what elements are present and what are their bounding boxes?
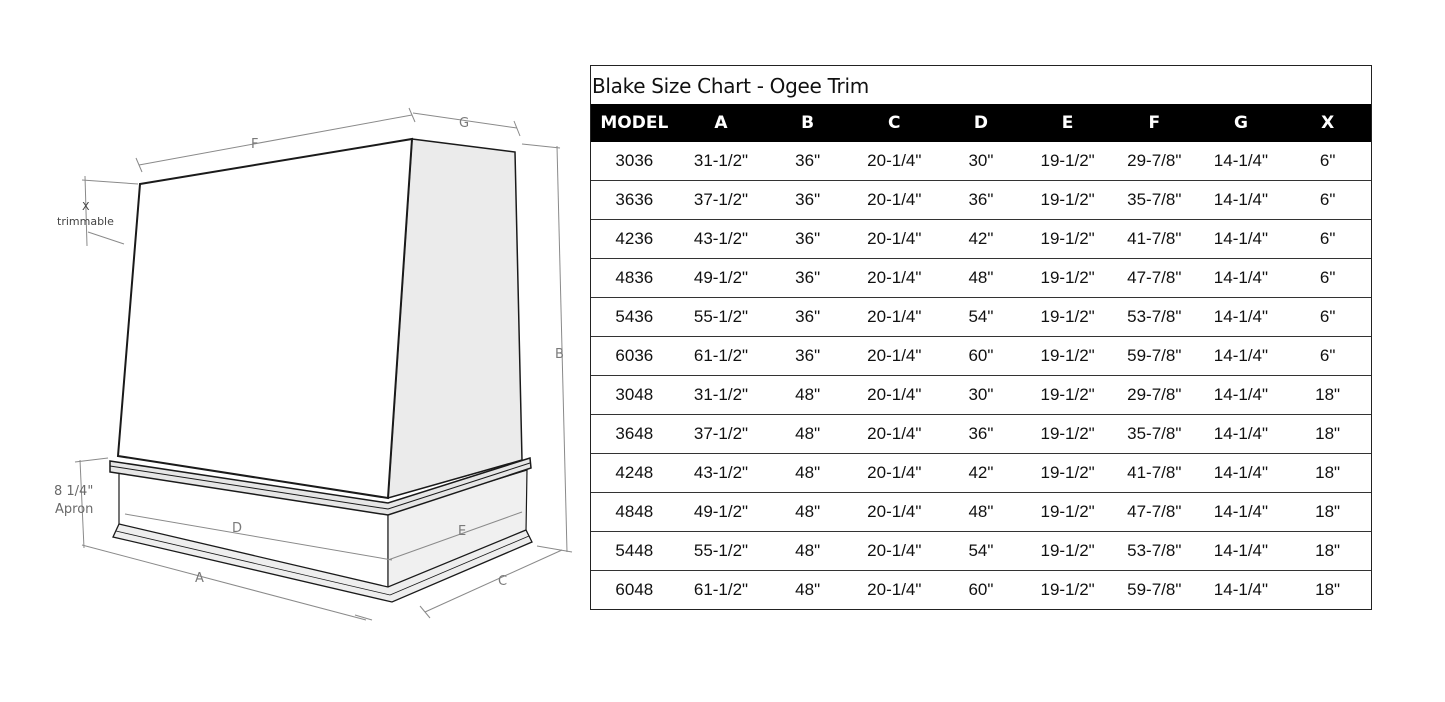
table-cell-d: 48"	[938, 259, 1025, 298]
table-cell-model: 3636	[591, 181, 678, 220]
table-cell-f: 35-7/8"	[1111, 415, 1198, 454]
table-row	[591, 181, 1371, 220]
table-cell-x: 18"	[1284, 532, 1371, 571]
table-cell-b: 48"	[764, 493, 851, 532]
table-cell-e: 19-1/2"	[1024, 493, 1111, 532]
column-header-b: B	[764, 104, 851, 142]
column-header-f: F	[1111, 104, 1198, 142]
table-cell-x: 6"	[1284, 298, 1371, 337]
table-cell-g: 14-1/4"	[1198, 454, 1285, 493]
table-cell-f: 47-7/8"	[1111, 493, 1198, 532]
table-cell-model: 6036	[591, 337, 678, 376]
table-cell-g: 14-1/4"	[1198, 337, 1285, 376]
table-cell-e: 19-1/2"	[1024, 532, 1111, 571]
table-cell-d: 60"	[938, 571, 1025, 610]
table-cell-model: 3048	[591, 376, 678, 415]
table-cell-x: 6"	[1284, 259, 1371, 298]
table-cell-c: 20-1/4"	[851, 181, 938, 220]
table-cell-g: 14-1/4"	[1198, 376, 1285, 415]
table-cell-model: 6048	[591, 571, 678, 610]
table-cell-x: 18"	[1284, 415, 1371, 454]
table-cell-f: 59-7/8"	[1111, 571, 1198, 610]
table-cell-x: 18"	[1284, 454, 1371, 493]
table-cell-e: 19-1/2"	[1024, 415, 1111, 454]
table-cell-a: 55-1/2"	[678, 532, 765, 571]
table-cell-e: 19-1/2"	[1024, 181, 1111, 220]
table-body	[591, 142, 1371, 609]
table-cell-c: 20-1/4"	[851, 220, 938, 259]
table-cell-g: 14-1/4"	[1213, 151, 1269, 170]
table-cell-c: 20-1/4"	[851, 415, 938, 454]
table-cell-f: 35-7/8"	[1111, 181, 1198, 220]
table-cell-b: 48"	[764, 376, 851, 415]
table-cell-f: 53-7/8"	[1111, 532, 1198, 571]
table-cell-a: 49-1/2"	[678, 259, 765, 298]
table-cell-model: 4248	[591, 454, 678, 493]
table-cell-f: 41-7/8"	[1111, 454, 1198, 493]
table-cell-e: 19-1/2"	[1024, 220, 1111, 259]
table-cell-d: 42"	[938, 454, 1025, 493]
table-cell-f: 41-7/8"	[1111, 220, 1198, 259]
table-row	[591, 376, 1371, 415]
table-cell-e: 19-1/2"	[1024, 454, 1111, 493]
table-cell-b: 36"	[764, 337, 851, 376]
table-cell-f: 47-7/8"	[1111, 259, 1198, 298]
table-cell-g: 14-1/4"	[1198, 532, 1285, 571]
table-cell-f: 59-7/8"	[1111, 337, 1198, 376]
table-cell-x: 6"	[1319, 151, 1336, 170]
table-row	[591, 220, 1371, 259]
table-cell-c: 20-1/4"	[851, 571, 938, 610]
table-cell-a: 31-1/2"	[678, 376, 765, 415]
table-cell-c: 20-1/4"	[851, 532, 938, 571]
table-cell-d: 36"	[938, 181, 1025, 220]
table-cell-g: 14-1/4"	[1198, 181, 1285, 220]
range-hood-diagram	[0, 0, 590, 702]
column-header-c: C	[851, 104, 938, 142]
size-chart	[590, 65, 1372, 610]
table-cell-a: 43-1/2"	[678, 454, 765, 493]
table-cell-g: 14-1/4"	[1198, 571, 1285, 610]
table-cell-model: 4836	[591, 259, 678, 298]
table-cell-x: 6"	[1284, 181, 1371, 220]
table-row	[591, 571, 1371, 610]
table-cell-a: 61-1/2"	[678, 337, 765, 376]
apron-height-label: 8 1/4"	[54, 484, 94, 499]
table-cell-e: 19-1/2"	[1024, 571, 1111, 610]
table-cell-x: 18"	[1284, 571, 1371, 610]
table-cell-e: 19-1/2"	[1024, 298, 1111, 337]
table-cell-x: 18"	[1284, 376, 1371, 415]
table-cell-a: 31-1/2"	[693, 151, 749, 170]
table-cell-a: 43-1/2"	[678, 220, 765, 259]
table-cell-x: 6"	[1284, 220, 1371, 259]
table-cell-b: 36"	[764, 181, 851, 220]
table-cell-d: 48"	[938, 493, 1025, 532]
column-header-e: E	[1024, 104, 1111, 142]
table-cell-f: 53-7/8"	[1111, 298, 1198, 337]
column-header-d: D	[938, 104, 1025, 142]
table-header-row	[591, 104, 1371, 142]
table-cell-model: 3036	[615, 151, 654, 170]
dim-label-x-trimmable: trimmable	[57, 215, 114, 228]
table-cell-e: 19-1/2"	[1024, 259, 1111, 298]
table-cell-b: 36"	[764, 220, 851, 259]
table-cell-g: 14-1/4"	[1198, 415, 1285, 454]
size-table	[591, 104, 1371, 609]
table-cell-c: 20-1/4"	[851, 376, 938, 415]
table-cell-a: 61-1/2"	[678, 571, 765, 610]
table-row	[591, 532, 1371, 571]
table-cell-e: 19-1/2"	[1024, 337, 1111, 376]
table-cell-b: 48"	[764, 454, 851, 493]
hood-front-face	[118, 139, 412, 498]
table-cell-model: 5436	[591, 298, 678, 337]
dim-label-a: A	[195, 571, 204, 586]
table-cell-g: 14-1/4"	[1198, 220, 1285, 259]
table-cell-model: 3648	[591, 415, 678, 454]
table-cell-f: 29-7/8"	[1111, 376, 1198, 415]
table-cell-b: 36"	[764, 259, 851, 298]
dim-label-x: X	[82, 200, 90, 213]
table-cell-d: 42"	[938, 220, 1025, 259]
column-header-g: G	[1198, 104, 1285, 142]
table-cell-a: 49-1/2"	[678, 493, 765, 532]
dim-label-c: C	[498, 574, 508, 589]
dim-label-g: G	[459, 116, 470, 131]
table-cell-d: 30"	[938, 376, 1025, 415]
dim-label-d: D	[232, 521, 243, 536]
table-row	[591, 454, 1371, 493]
column-header-model: MODEL	[591, 104, 678, 142]
table-cell-g: 14-1/4"	[1198, 259, 1285, 298]
table-cell-a: 37-1/2"	[678, 181, 765, 220]
table-cell-x: 18"	[1284, 493, 1371, 532]
table-cell-b: 48"	[764, 415, 851, 454]
table-cell-model: 5448	[591, 532, 678, 571]
table-cell-d: 54"	[938, 532, 1025, 571]
table-cell-e: 19-1/2"	[1024, 376, 1111, 415]
column-header-a: A	[678, 104, 765, 142]
table-cell-c: 20-1/4"	[867, 151, 922, 170]
table-cell-c: 20-1/4"	[851, 298, 938, 337]
dim-label-f: F	[251, 137, 259, 152]
chart-title: Blake Size Chart - Ogee Trim	[592, 74, 869, 98]
table-cell-g: 14-1/4"	[1198, 298, 1285, 337]
table-row	[591, 259, 1371, 298]
apron-label: Apron	[55, 502, 94, 517]
table-cell-model: 4848	[591, 493, 678, 532]
table-cell-b: 48"	[764, 571, 851, 610]
table-cell-model: 4236	[591, 220, 678, 259]
table-cell-g: 14-1/4"	[1198, 493, 1285, 532]
column-header-x: X	[1284, 104, 1371, 142]
table-cell-b: 48"	[764, 532, 851, 571]
dim-label-b: B	[555, 347, 564, 362]
table-row	[591, 142, 1371, 181]
table-cell-e: 19-1/2"	[1040, 151, 1095, 170]
table-cell-c: 20-1/4"	[851, 493, 938, 532]
table-cell-d: 60"	[938, 337, 1025, 376]
table-cell-c: 20-1/4"	[851, 454, 938, 493]
table-row	[591, 493, 1371, 532]
table-cell-d: 36"	[938, 415, 1025, 454]
table-row	[591, 415, 1371, 454]
table-row	[591, 337, 1371, 376]
table-cell-b: 36"	[795, 151, 821, 170]
dim-label-e: E	[458, 524, 467, 539]
table-cell-f: 29-7/8"	[1127, 151, 1182, 170]
table-row	[591, 298, 1371, 337]
table-cell-c: 20-1/4"	[851, 337, 938, 376]
table-cell-a: 55-1/2"	[678, 298, 765, 337]
table-cell-b: 36"	[764, 298, 851, 337]
table-cell-c: 20-1/4"	[851, 259, 938, 298]
table-cell-d: 30"	[968, 151, 994, 170]
table-cell-a: 37-1/2"	[678, 415, 765, 454]
table-cell-x: 6"	[1284, 337, 1371, 376]
table-cell-d: 54"	[938, 298, 1025, 337]
